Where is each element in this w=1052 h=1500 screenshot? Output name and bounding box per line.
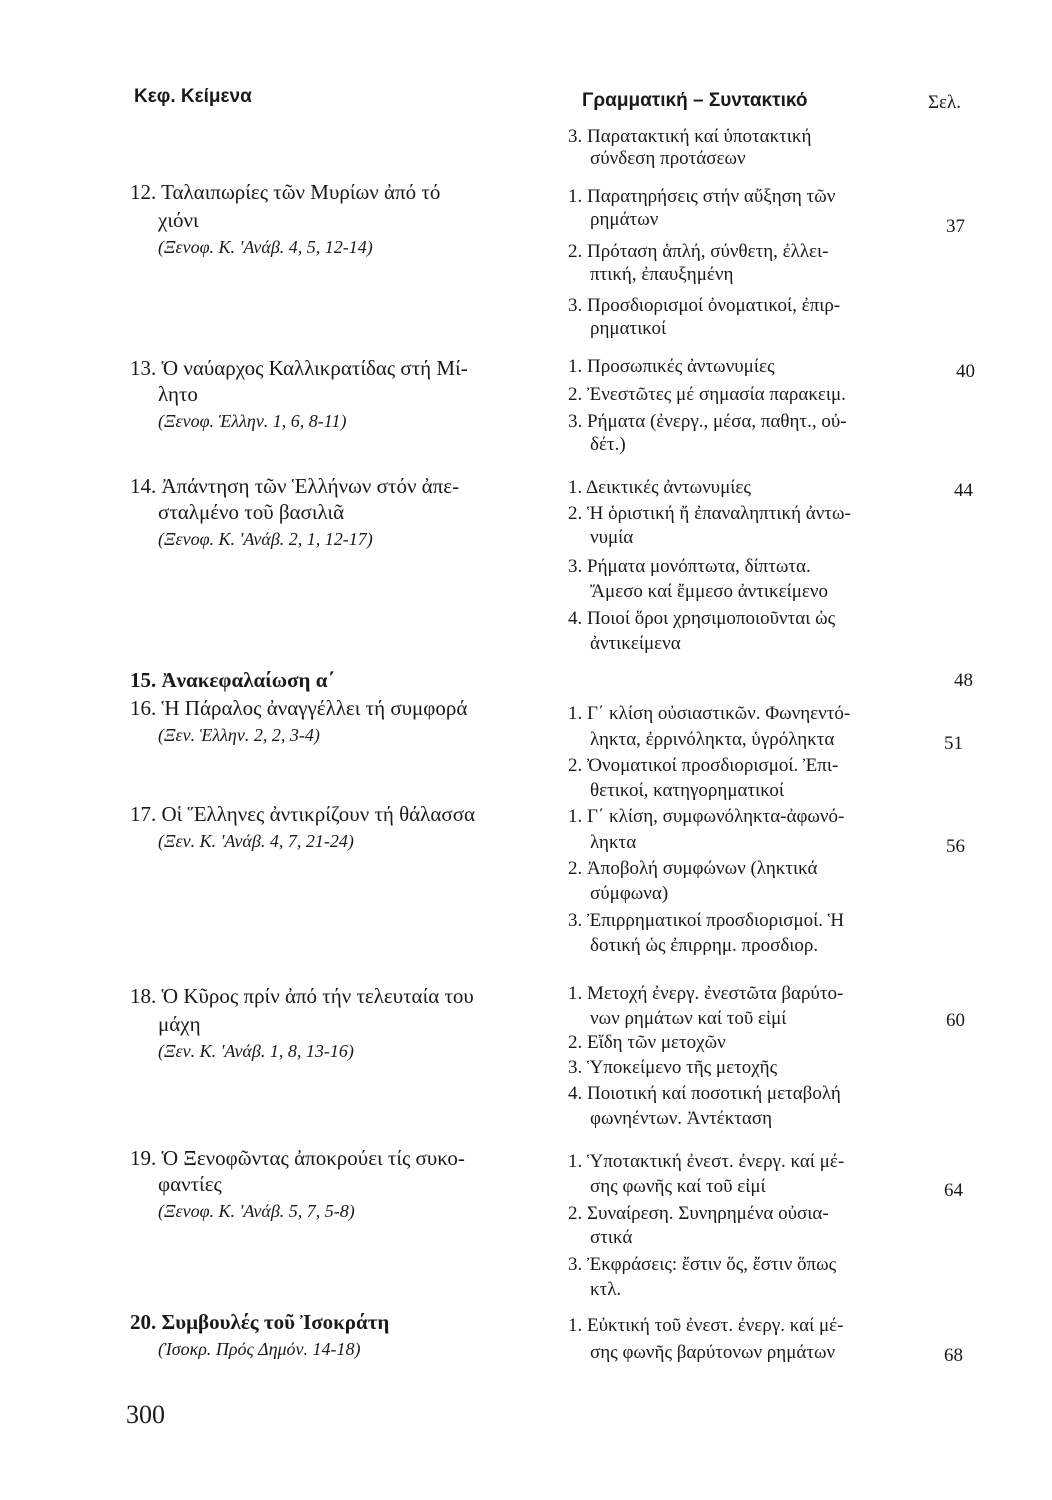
header-right: Σελ. xyxy=(928,92,961,113)
page-ref: 68 xyxy=(944,1345,963,1366)
grammar-line: δέτ.) xyxy=(590,434,626,455)
grammar-line: ἀντικείμενα xyxy=(590,633,681,654)
chapter-citation: (Ἰσοκρ. Πρός Δημόν. 14-18) xyxy=(158,1339,361,1359)
chapter-title: μάχη xyxy=(158,1012,201,1036)
page-ref: 60 xyxy=(946,1010,965,1031)
chapter-citation: (Ξενοφ. Κ. 'Ανάβ. 2, 1, 12-17) xyxy=(158,529,373,549)
grammar-line: 1. Παρατηρήσεις στήν αὔξηση τῶν xyxy=(568,186,836,207)
page-ref: 51 xyxy=(944,733,963,754)
grammar-line: ληκτα xyxy=(590,832,637,853)
grammar-line: 1. Γ΄ κλίση, συμφωνόληκτα-ἀφωνό- xyxy=(568,806,845,827)
chapter-title: 13. Ὁ ναύαρχος Καλλικρατίδας στή Μί- xyxy=(130,356,468,380)
grammar-line: 4. Ποιοί ὅροι χρησιμοποιοῦνται ὡς xyxy=(568,608,836,629)
chapter-title: σταλμένο τοῦ βασιλιᾶ xyxy=(158,500,345,524)
grammar-line: σύμφωνα) xyxy=(590,883,669,904)
grammar-line: 2. Συναίρεση. Συνηρημένα οὐσια- xyxy=(568,1203,829,1224)
header-left: Κεφ. Κείμενα xyxy=(134,86,252,107)
chapter-title: 15. Ἀνακεφαλαίωση α΄ xyxy=(130,668,335,692)
page-ref: 56 xyxy=(946,836,965,857)
grammar-line: 3. Ὑποκείμενο τῆς μετοχῆς xyxy=(568,1057,778,1078)
page-ref: 37 xyxy=(946,216,965,237)
grammar-line: σης φωνῆς βαρύτονων ρημάτων xyxy=(590,1342,836,1363)
chapter-citation: (Ξεν. Κ. 'Ανάβ. 4, 7, 21-24) xyxy=(158,831,354,851)
grammar-line: κτλ. xyxy=(590,1279,622,1300)
grammar-line: 1. Προσωπικές ἀντωνυμίες xyxy=(568,356,775,377)
continuation-line: 3. Παρατακτική καί ὑποτακτική xyxy=(568,126,812,147)
page-ref: 64 xyxy=(944,1180,963,1201)
chapter-title: 16. Ἡ Πάραλος ἀναγγέλλει τή συμφορά xyxy=(130,696,468,720)
grammar-line: στικά xyxy=(590,1227,633,1248)
chapter-title: 14. Ἀπάντηση τῶν Ἑλλήνων στόν ἀπε- xyxy=(130,474,460,498)
chapter-title: χιόνι xyxy=(158,208,199,232)
grammar-line: ρημάτων xyxy=(590,209,659,230)
grammar-line: δοτική ὡς ἐπιρρημ. προσδιορ. xyxy=(590,935,819,956)
grammar-line: 3. Ἐκφράσεις: ἔστιν ὅς, ἔστιν ὅπως xyxy=(568,1254,837,1275)
grammar-line: 2. Ἀποβολή συμφώνων (ληκτικά xyxy=(568,858,818,879)
grammar-line: 3. Ρήματα (ἐνεργ., μέσα, παθητ., οὐ- xyxy=(568,411,847,432)
grammar-line: 1. Ὑποτακτική ἐνεστ. ἐνεργ. καί μέ- xyxy=(568,1151,845,1172)
header-middle: Γραμματική – Συντακτικό xyxy=(582,90,808,111)
grammar-line: 1. Δεικτικές ἀντωνυμίες xyxy=(568,477,751,498)
grammar-line: 2. Ἡ ὁριστική ἤ ἐπαναληπτική ἀντω- xyxy=(568,503,851,524)
chapter-title: φαντίες xyxy=(158,1172,222,1196)
chapter-title: 19. Ὁ Ξενοφῶντας ἀποκρούει τίς συκο- xyxy=(130,1146,465,1170)
grammar-line: 4. Ποιοτική καί ποσοτική μεταβολή xyxy=(568,1083,841,1104)
grammar-line: 1. Μετοχή ἐνεργ. ἐνεστῶτα βαρύτο- xyxy=(568,983,844,1004)
grammar-line: 2. Ἐνεστῶτες μέ σημασία παρακειμ. xyxy=(568,384,846,405)
page-number: 300 xyxy=(126,1400,165,1429)
grammar-line: 2. Ὀνοματικοί προσδιορισμοί. Ἐπι- xyxy=(568,755,839,776)
chapter-citation: (Ξενοφ. Ἑλλην. 1, 6, 8-11) xyxy=(158,411,347,431)
chapter-title: 17. Οἱ Ἕλληνες ἀντικρίζουν τή θάλασσα xyxy=(130,802,476,826)
page-ref: 48 xyxy=(954,670,973,691)
chapter-citation: (Ξενοφ. Κ. 'Ανάβ. 5, 7, 5-8) xyxy=(158,1201,355,1221)
chapter-citation: (Ξεν. Κ. 'Ανάβ. 1, 8, 13-16) xyxy=(158,1041,354,1061)
page-ref: 40 xyxy=(956,361,975,382)
grammar-line: ρηματικοί xyxy=(590,318,667,339)
chapter-citation: (Ξεν. Ἑλλην. 2, 2, 3-4) xyxy=(158,725,320,745)
grammar-line: Ἄμεσο καί ἔμμεσο ἀντικείμενο xyxy=(590,581,828,602)
chapter-citation: (Ξενοφ. Κ. 'Ανάβ. 4, 5, 12-14) xyxy=(158,237,373,257)
grammar-line: φωνηέντων. Ἀντέκταση xyxy=(590,1108,773,1129)
chapter-title: λητο xyxy=(158,382,198,406)
grammar-line: 3. Ἐπιρρηματικοί προσδιορισμοί. Ἡ xyxy=(568,910,845,931)
grammar-line: θετικοί, κατηγορηματικοί xyxy=(590,780,784,801)
grammar-line: ληκτα, ἐρρινόληκτα, ὑγρόληκτα xyxy=(590,729,835,750)
chapter-title: 12. Ταλαιπωρίες τῶν Μυρίων ἀπό τό xyxy=(130,180,441,204)
continuation-line: σύνδεση προτάσεων xyxy=(590,148,746,169)
grammar-line: 1. Εὐκτική τοῦ ἐνεστ. ἐνεργ. καί μέ- xyxy=(568,1315,844,1336)
grammar-line: νων ρημάτων καί τοῦ εἰμί xyxy=(590,1008,787,1029)
grammar-line: νυμία xyxy=(590,527,634,548)
page-ref: 44 xyxy=(954,480,973,501)
grammar-line: 2. Πρόταση ἁπλή, σύνθετη, ἐλλει- xyxy=(568,241,829,262)
chapter-title: 18. Ὁ Κῦρος πρίν ἀπό τήν τελευταία του xyxy=(130,984,474,1008)
grammar-line: 3. Προσδιορισμοί ὀνοματικοί, ἐπιρ- xyxy=(568,295,841,316)
grammar-line: σης φωνῆς καί τοῦ εἰμί xyxy=(590,1176,766,1197)
grammar-line: 1. Γ΄ κλίση οὐσιαστικῶν. Φωνηεντό- xyxy=(568,703,851,724)
chapter-title: 20. Συμβουλές τοῦ Ἰσοκράτη xyxy=(130,1310,390,1334)
grammar-line: πτική, ἐπαυξημένη xyxy=(590,264,734,285)
grammar-line: 3. Ρήματα μονόπτωτα, δίπτωτα. xyxy=(568,556,811,577)
grammar-line: 2. Εἴδη τῶν μετοχῶν xyxy=(568,1032,726,1053)
